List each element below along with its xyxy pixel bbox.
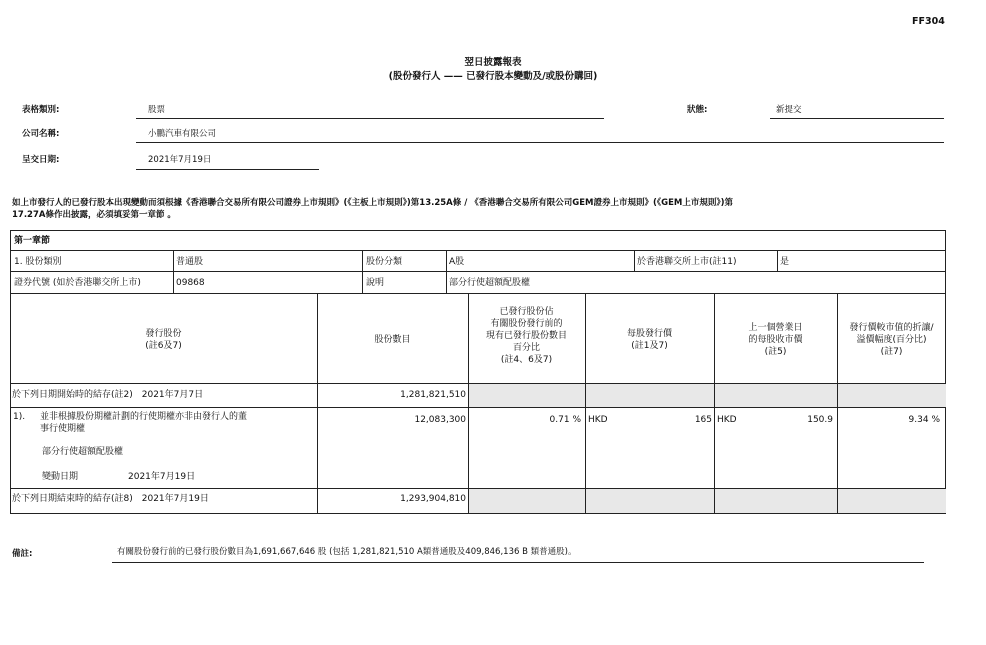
form-title: 翌日披露報表 (464, 57, 522, 68)
date-value: 2021年7月19日 (148, 155, 212, 165)
divider (173, 250, 174, 271)
header-issued-shares: 發行股份 (註6及7) (145, 329, 182, 351)
divider (317, 293, 318, 514)
header-share-count: 股份數目 (374, 335, 411, 345)
divider (714, 489, 715, 513)
company-value: 小鵬汽車有限公司 (148, 129, 217, 139)
closing-row-gray (469, 489, 946, 513)
share-category-value: A股 (449, 257, 465, 267)
opening-row-shares: 1,281,821,510 (400, 390, 466, 400)
date-underline (136, 169, 319, 170)
intro-line-2: 17.27A條作出披露，必須填妥第一章節 。 (12, 210, 176, 220)
description-value: 部分行使超額配股權 (449, 278, 531, 288)
company-label: 公司名稱: (22, 129, 60, 139)
opening-row-label: 於下列日期開始時的結存(註2) 2021年7月7日 (12, 390, 204, 400)
header-issue-price: 每股發行價 (註1及7) (626, 329, 672, 351)
share-class-label: 1. 股份類別 (14, 257, 62, 267)
section-title: 第一章節 (14, 236, 51, 246)
event-shares: 12,083,300 (414, 415, 466, 425)
divider (173, 271, 174, 293)
form-type-value: 股票 (148, 105, 166, 115)
form-subtitle: (股份發行人 —— 已發行股本變動及/或股份購回) (388, 71, 598, 82)
stock-code-label: 證券代號 (如於香港聯交所上市) (14, 278, 141, 288)
event-percentage: 0.71 % (549, 415, 581, 425)
divider (777, 250, 778, 271)
stock-code-value: 09868 (176, 278, 205, 288)
intro-line-1: 如上市發行人的已發行股本出現變動而須根據《香港聯合交易所有限公司證券上市規則》(《主板上市規則》)第13.25A條 / 《香港聯合交易所有限公司GEM證券上市規則》(《GEM上市規則》)第 (12, 198, 734, 208)
header-discount: 發行價較市值的折讓/ 溢價幅度(百分比) (註7) (849, 323, 934, 357)
header-closing-price: 上一個營業日 的每股收市價 (註5) (748, 323, 803, 357)
divider (585, 489, 586, 513)
divider (10, 250, 946, 251)
issue-price-currency: HKD (588, 415, 608, 425)
remarks-underline (112, 562, 924, 563)
issue-price-value: 165 (694, 415, 712, 425)
event-desc-line-1: 並非根據股份期權計劃的行使期權亦非由發行人的董 (40, 412, 248, 422)
change-date-label: 變動日期 (42, 472, 79, 482)
closing-row-label: 於下列日期結束時的結存(註8) 2021年7月19日 (12, 494, 209, 504)
divider (10, 293, 946, 294)
remarks-label: 備註: (12, 549, 33, 559)
divider (634, 250, 635, 271)
change-date-value: 2021年7月19日 (128, 472, 196, 482)
company-underline (136, 142, 944, 143)
divider (714, 384, 715, 407)
header-percentage: 已發行股份佔 有關股份發行前的 現有已發行股份數目 百分比 (註4、6及7) (485, 307, 567, 365)
form-type-label: 表格類別: (22, 105, 60, 115)
date-label: 呈交日期: (22, 155, 60, 165)
status-value: 新提交 (776, 105, 802, 115)
divider (837, 384, 838, 407)
share-class-value: 普通股 (176, 257, 204, 267)
discount-value: 9.34 % (908, 415, 940, 425)
divider (10, 407, 946, 408)
status-label: 狀態: (687, 105, 708, 115)
divider (10, 271, 946, 272)
divider (585, 384, 586, 407)
status-underline (770, 118, 944, 119)
event-desc-line-2: 事行使期權 (40, 424, 86, 434)
closing-price-value: 150.9 (807, 415, 833, 425)
listed-label: 於香港聯交所上市(註11) (637, 257, 737, 267)
divider (837, 489, 838, 513)
event-number: 1). (13, 412, 26, 422)
event-sub-desc: 部分行使超額配股權 (42, 447, 124, 457)
remarks-text: 有關股份發行前的已發行股份數目為1,691,667,646 股 (包括 1,281,821,510 A類普通股及409,846,136 B 類普通股)。 (117, 547, 577, 557)
opening-row-gray (469, 384, 946, 407)
listed-value: 是 (780, 257, 790, 267)
share-category-label: 股份分類 (366, 257, 403, 267)
form-code: FF304 (912, 16, 945, 27)
form-type-underline (136, 118, 604, 119)
description-label: 說明 (366, 278, 385, 288)
closing-price-currency: HKD (717, 415, 737, 425)
closing-row-shares: 1,293,904,810 (400, 494, 466, 504)
